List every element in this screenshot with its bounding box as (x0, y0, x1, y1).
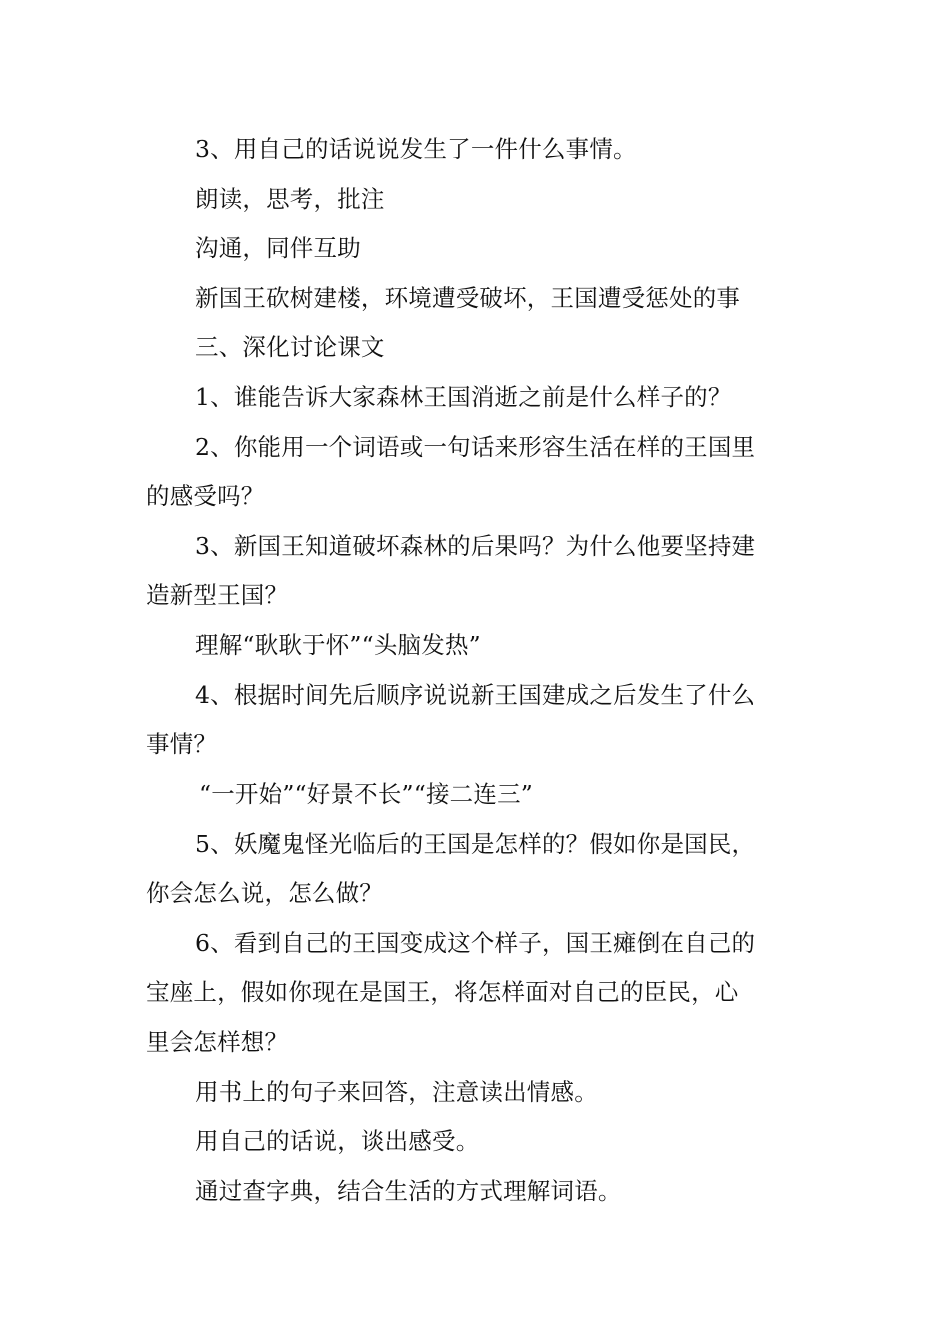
paragraph-line: 通过查字典，结合生活的方式理解词语。 (195, 1177, 622, 1205)
paragraph-line: 朗读，思考，批注 (195, 185, 385, 213)
question-line: 5、妖魔鬼怪光临后的王国是怎样的？假如你是国民， (195, 830, 756, 858)
question-line: 1、谁能告诉大家森林王国消逝之前是什么样子的？ (195, 383, 732, 411)
paragraph-line: 用自己的话说，谈出感受。 (195, 1127, 480, 1155)
question-continuation: 你会怎么说，怎么做？ (146, 879, 383, 907)
question-line: 6、看到自己的王国变成这个样子，国王瘫倒在自己的 (195, 929, 756, 957)
question-continuation: 的感受吗？ (146, 482, 265, 510)
question-line: 4、根据时间先后顺序说说新王国建成之后发生了什么 (195, 681, 756, 709)
section-heading: 三、深化讨论课文 (195, 333, 385, 361)
paragraph-line: 理解“耿耿于怀”“头脑发热” (195, 631, 481, 659)
question-continuation: 里会怎样想？ (146, 1028, 289, 1056)
paragraph-line: 用书上的句子来回答，注意读出情感。 (195, 1078, 598, 1106)
paragraph-line: 新国王砍树建楼，环境遭受破坏，王国遭受惩处的事 (195, 284, 741, 312)
paragraph-line: 沟通，同伴互助 (195, 234, 361, 262)
question-line: 3、新国王知道破坏森林的后果吗？为什么他要坚持建 (195, 532, 756, 560)
question-line: 2、你能用一个词语或一句话来形容生活在样的王国里 (195, 433, 756, 461)
question-continuation: 造新型王国？ (146, 581, 289, 609)
question-continuation: 事情？ (146, 730, 218, 758)
question-continuation: 宝座上，假如你现在是国王，将怎样面对自己的臣民，心 (146, 978, 739, 1006)
quote-line: “一开始”“好景不长”“接二连三” (199, 780, 533, 808)
paragraph-line: 3、用自己的话说说发生了一件什么事情。 (195, 135, 637, 163)
